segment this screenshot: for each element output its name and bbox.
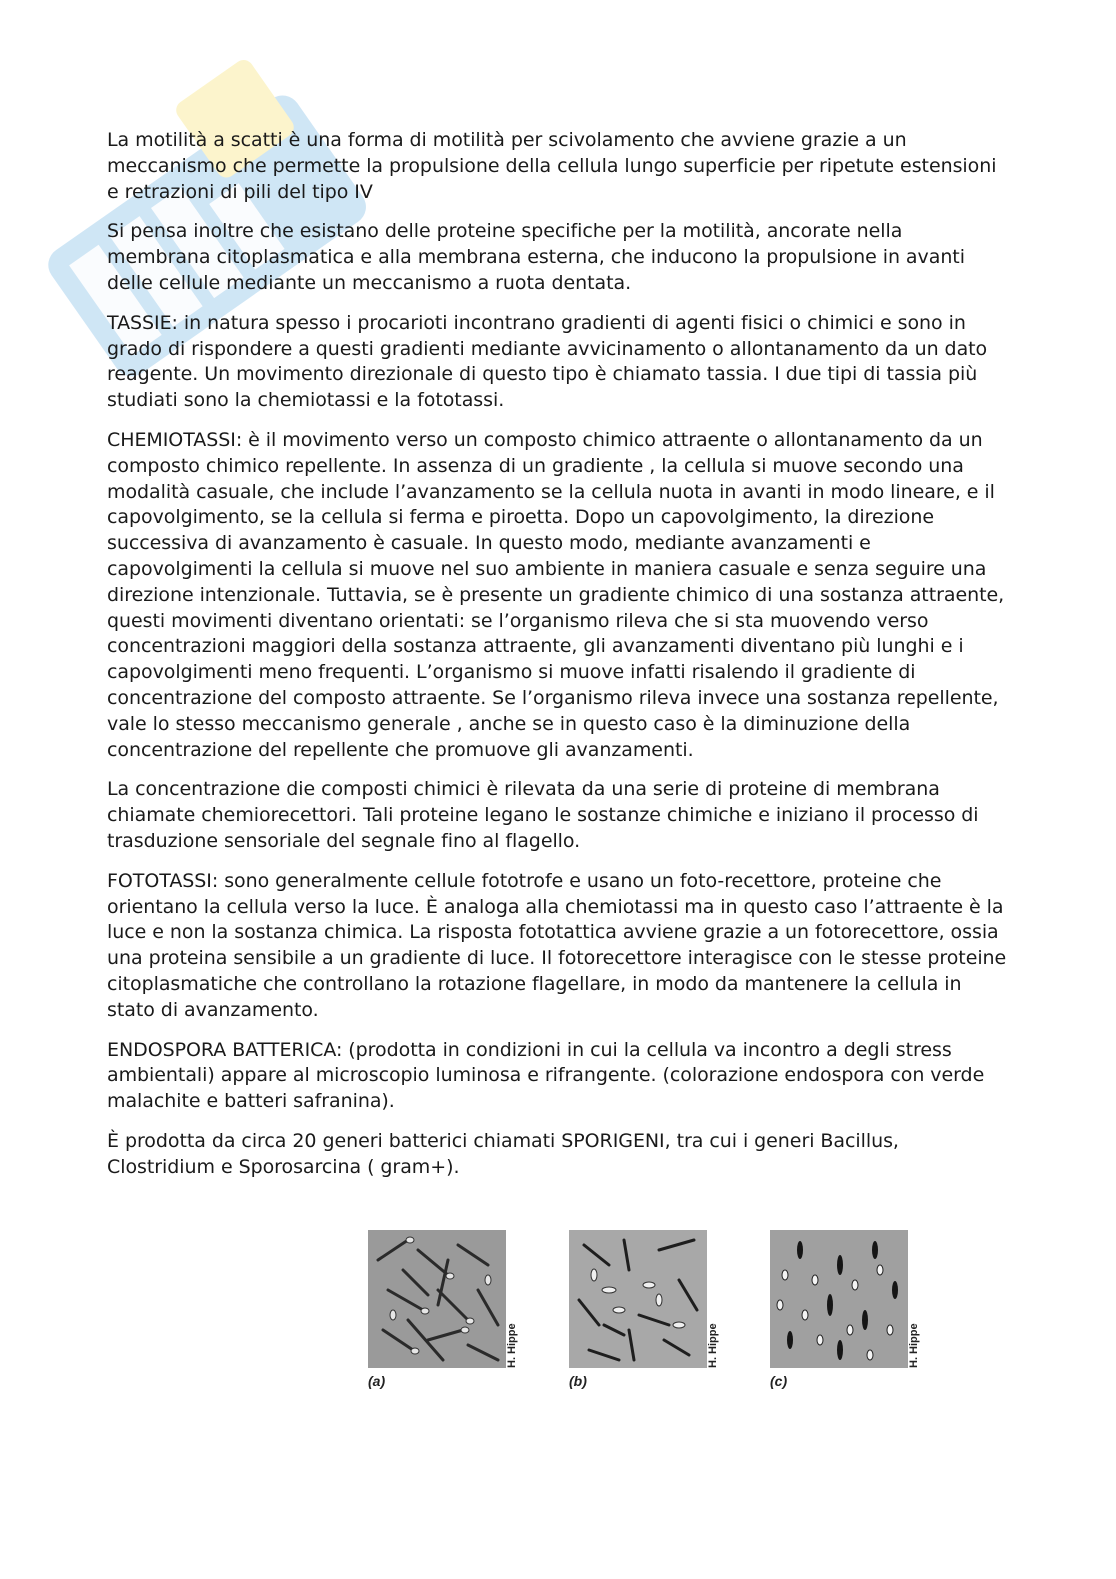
micrograph-b <box>569 1230 729 1395</box>
micrograph-image-b <box>569 1230 707 1368</box>
paragraph-endospora: ENDOSPORA BATTERICA: (prodotta in condizioni in cui la cellula va incontro a degli stress ambientali) appare al microscopio luminosa e rifrangente. (colorazione endospora con verde malachite e batteri safranina). <box>107 1038 985 1113</box>
micrograph-caption-b: (b) <box>569 1373 587 1389</box>
micrograph-figure-row <box>368 1230 928 1400</box>
micrograph-image-a <box>368 1230 506 1368</box>
paragraph-sporigeni: È prodotta da circa 20 generi batterici chiamati SPORIGENI, tra cui i generi Bacillus, Clostridium e Sporosarcina ( gram+). <box>107 1129 899 1178</box>
document-body <box>107 128 1007 1194</box>
micrograph-c <box>770 1230 930 1395</box>
micrograph-credit-b: H. Hippe <box>707 1323 719 1368</box>
micrograph-credit-a: H. Hippe <box>506 1323 518 1368</box>
micrograph-image-c <box>770 1230 908 1368</box>
paragraph-chemiotassi: CHEMIOTASSI: è il movimento verso un composto chimico attraente o allontanamento da un composto chimico repellente. In assenza di un gradiente , la cellula si muove secondo una modalità casuale, che include l’avanzamento se la cellula nuota in avanti in modo lineare, e il capovolgimento, se la cellula si ferma e piroetta. Dopo un capovolgimento, la direzione successiva di avanzamento è casuale. In questo modo, mediante avanzamenti e capovolgimenti la cellula si muove nel suo ambiente in maniera casuale e senza seguire una direzione intenzionale. Tuttavia, se è presente un gradiente chimico di una sostanza attraente, questi movimenti diventano orientati: se l’organismo rileva che si sta muovendo verso concentrazioni maggiori della sostanza attraente, gli avanzamenti diventano più lunghi e i capovolgimenti meno frequenti. L’organismo si muove infatti risalendo il gradiente di concentrazione del composto attraente. Se l’organismo rileva invece una sostanza repellente, vale lo stesso meccanismo generale , anche se in questo caso è la diminuzione della concentrazione del repellente che promuove gli avanzamenti. <box>107 428 1005 761</box>
micrograph-caption-a: (a) <box>368 1373 386 1389</box>
paragraph-fototassi: FOTOTASSI: sono generalmente cellule fototrofe e usano un foto-recettore, proteine che orientano la cellula verso la luce. È analoga alla chemiotassi ma in questo caso l’attraente è la luce e non la sostanza chimica. La risposta fototattica avviene grazie a un fotorecettore, ossia una proteina sensibile a un gradiente di luce. Il fotorecettore interagisce con le stesse proteine citoplasmatiche che controllano la rotazione flagellare, in modo da mantenere la cellula in stato di avanzamento. <box>107 869 1007 1021</box>
paragraph-chemiorecettori: La concentrazione die composti chimici è rilevata da una serie di proteine di membrana chiamate chemiorecettori. Tali proteine legano le sostanze chimiche e iniziano il processo di trasduzione sensoriale del segnale fino al flagello. <box>107 778 979 852</box>
paragraph-proteine-motilita: Si pensa inoltre che esistano delle proteine specifiche per la motilità, ancorate nella membrana citoplasmatica e alla membrana esterna, che inducono la propulsione in avanti delle cellule mediante un meccanismo a ruota dentata. <box>107 220 965 294</box>
micrograph-a <box>368 1230 528 1395</box>
micrograph-credit-c: H. Hippe <box>908 1323 920 1368</box>
paragraph-tassie: TASSIE: in natura spesso i procarioti incontrano gradienti di agenti fisici o chimici e sono in grado di rispondere a questi gradienti mediante avvicinamento o allontanamento da un dato reagente. Un movimento direzionale di questo tipo è chiamato tassia. I due tipi di tassia più studiati sono la chemiotassi e la fototassi. <box>107 311 988 412</box>
micrograph-caption-c: (c) <box>770 1373 788 1389</box>
paragraph-motilita-scatti: La motilità a scatti è una forma di motilità per scivolamento che avviene grazie a un meccanismo che permette la propulsione della cellula lungo superficie per ripetute estensioni e retrazioni di pili del tipo IV <box>107 129 997 203</box>
